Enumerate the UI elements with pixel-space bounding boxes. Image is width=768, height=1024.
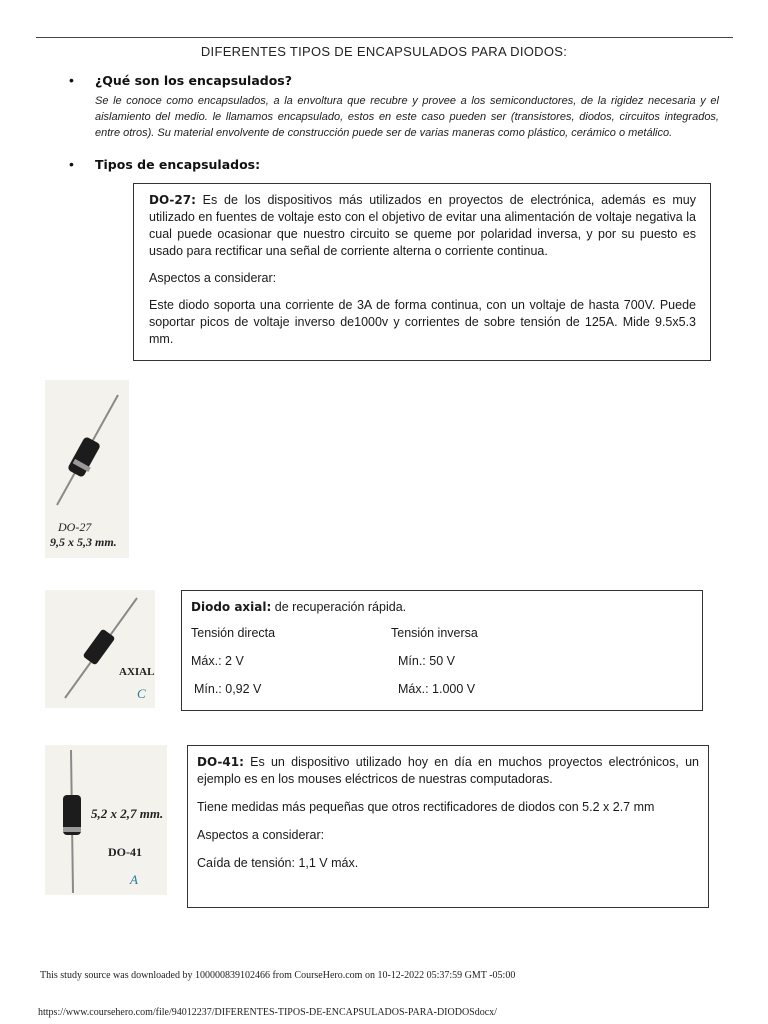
footer-download-note: This study source was downloaded by 100000839102466 from CourseHero.com on 10-12-2022 05:37:59 GMT -05:00 — [40, 970, 516, 981]
axial-header-inverse: Tensión inversa — [391, 626, 478, 640]
axial-direct-min: Mín.: 0,92 V — [194, 682, 262, 696]
axial-header-direct: Tensión directa — [191, 626, 276, 640]
page-title: DIFERENTES TIPOS DE ENCAPSULADOS PARA DIODOS: — [200, 44, 568, 59]
do41-voltage-drop: Caída de tensión: 1,1 V máx. — [197, 856, 359, 870]
section-heading-tipos: Tipos de encapsulados: — [95, 157, 261, 172]
top-rule — [36, 37, 733, 38]
do27-specs: Este diodo soporta una corriente de 3A de forma continua, con un voltaje de hasta 700V. Puede soportar picos de voltaje inverso de1000v y corrientes de sobre tensión de 125A. Mide 9.5x5.3 mm. — [149, 298, 696, 346]
bullet-dot-1: • — [69, 72, 74, 88]
footer-source-url[interactable]: https://www.coursehero.com/file/94012237/DIFERENTES-TIPOS-DE-ENCAPSULADOS-PARA-DIODOSdocx/ — [38, 1007, 497, 1018]
axial-direct-max: Máx.: 2 V — [191, 654, 244, 668]
do41-desc-text: Es un dispositivo utilizado hoy en día en muchos proyectos electrónicos, un ejemplo es en los mouses eléctricos de nuestras computadoras. — [197, 755, 699, 786]
do27-desc-text: Es de los dispositivos más utilizados en proyectos de electrónica, además es muy utilizado en fuentes de voltaje esto con el objetivo de evitar una alimentación de voltaje negativa la cual puede ocasionar que nuestro circuito se queme por polaridad inversa, y por su puesto es usado para rectificar una señal de corriente alterna o corriente continua. — [149, 193, 696, 258]
bullet-dot-2: • — [69, 156, 74, 172]
axial-desc-text: de recuperación rápida. — [274, 600, 407, 614]
do41-diode-image — [45, 745, 167, 895]
do27-caption-size: 9,5 x 5,3 mm. — [50, 535, 117, 549]
axial-inverse-min: Mín.: 50 V — [398, 654, 455, 668]
do27-diode-image — [45, 380, 129, 558]
do27-caption-name: DO-27 — [58, 520, 92, 534]
section-heading-encapsulados: ¿Qué son los encapsulados? — [95, 73, 293, 88]
axial-inverse-max: Máx.: 1.000 V — [398, 682, 476, 696]
do41-aspects: Aspectos a considerar: — [197, 828, 325, 842]
do27-box — [133, 183, 711, 361]
do41-description — [197, 754, 699, 788]
do41-box — [187, 745, 709, 908]
do27-label: DO-27: — [149, 193, 196, 207]
do41-caption-size: 5,2 x 2,7 mm. — [91, 806, 164, 821]
axial-label: Diodo axial: — [191, 600, 272, 614]
axial-description — [191, 599, 693, 616]
intro-paragraph: Se le conoce como encapsulados, a la envoltura que recubre y provee a los semiconductores, de la rigidez necesaria y el aislamiento del medio. le llamamos encapsulado, estos en este caso pueden ser (transistores, diodos, circuitos integrados, entre otros). Su material envolvente de construcción puede ser de varias maneras como plástico, cerámico o metálico. — [95, 95, 719, 139]
do41-label: DO-41: — [197, 755, 244, 769]
axial-caption-name: AXIAL — [119, 666, 155, 678]
axial-diode-image — [45, 590, 155, 708]
do41-caption-letter: A — [130, 872, 138, 887]
do41-size-text: Tiene medidas más pequeñas que otros rectificadores de diodos con 5.2 x 2.7 mm — [197, 800, 655, 814]
do27-aspects: Aspectos a considerar: — [149, 271, 277, 285]
do41-caption-name: DO-41 — [108, 845, 142, 859]
axial-caption-letter: C — [137, 686, 146, 701]
do27-description — [149, 192, 696, 260]
axial-box — [181, 590, 703, 711]
